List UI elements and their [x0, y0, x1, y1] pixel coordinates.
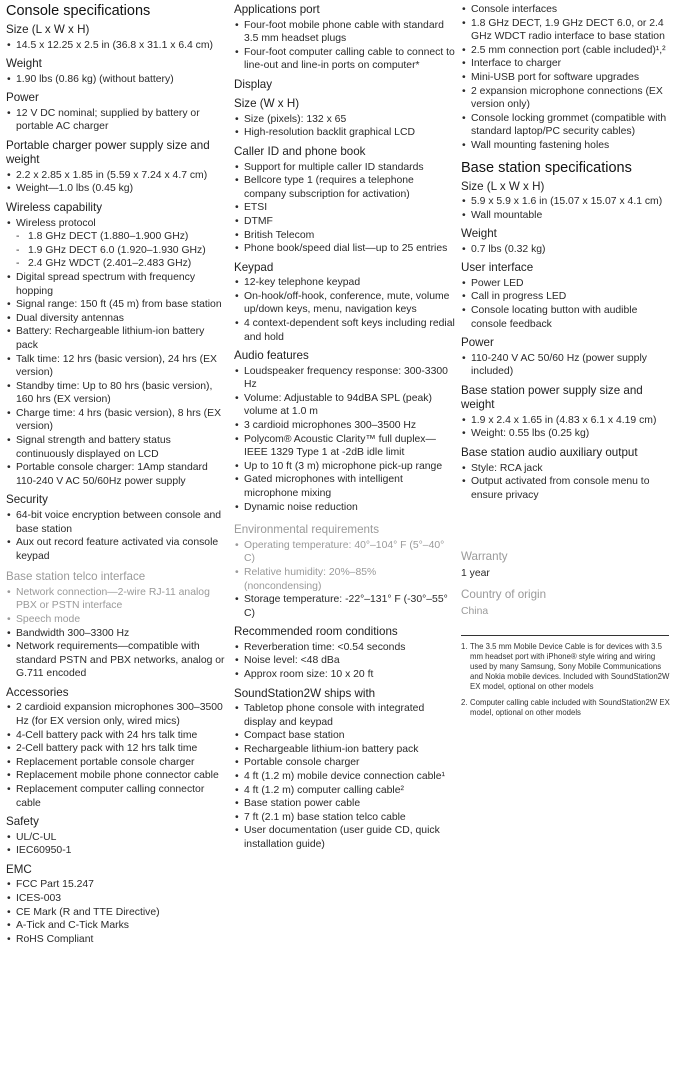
list-item: • Loudspeaker frequency response: 300-3300 Hz: [234, 365, 456, 392]
list-item: • 14.5 x 12.25 x 2.5 in (36.8 x 31.1 x 6.4 cm): [6, 39, 226, 53]
list-item: • 1.8 GHz DECT, 1.9 GHz DECT 6.0, or 2.4 GHz WDCT radio interface to base station: [461, 17, 673, 44]
section-room-conditions: [234, 625, 456, 681]
list-item: • Support for multiple caller ID standards: [234, 161, 456, 175]
list-item: • Size (pixels): 132 x 65: [234, 113, 456, 127]
section-title: Safety: [6, 815, 39, 829]
section-title: Recommended room conditions: [234, 625, 398, 639]
section-ships-with: [234, 687, 456, 852]
list-item: • Wireless protocol: [6, 217, 226, 231]
section-title: Keypad: [234, 260, 274, 274]
list-item: • 5.9 x 5.9 x 1.6 in (15.07 x 15.07 x 4.1 cm): [461, 195, 673, 209]
list-item: • UL/C-UL: [6, 831, 226, 845]
list-item: • Aux out record feature activated via console keypad: [6, 536, 226, 563]
list-item: • Dynamic noise reduction: [234, 501, 456, 515]
section-accessories: [6, 686, 226, 810]
section-display: [234, 78, 456, 93]
section-title: Applications port: [234, 3, 320, 16]
list-item: • 4 ft (1.2 m) computer calling cable²: [234, 784, 456, 798]
section-base-power: [461, 336, 673, 379]
section-title: User interface: [461, 261, 534, 275]
section-title: Security: [6, 493, 48, 507]
section-audio: [234, 349, 456, 514]
section-user-interface: [461, 261, 673, 331]
list-item: • Dual diversity antennas: [6, 312, 226, 326]
list-item: • Four-foot mobile phone cable with standard 3.5 mm headset plugs: [234, 19, 456, 46]
list-item: • Replacement mobile phone connector cable: [6, 769, 226, 783]
section-title: Audio features: [234, 349, 309, 363]
section-title: SoundStation2W ships with: [234, 686, 376, 700]
console-specs-title: Console specifications: [6, 3, 151, 19]
section-applications-port: [234, 3, 456, 73]
footnote-divider: [461, 635, 669, 636]
warranty-title: Warranty: [461, 550, 508, 564]
list-item: • 110-240 V AC 50/60 Hz (power supply included): [461, 352, 673, 379]
list-item: • Up to 10 ft (3 m) microphone pick-up range: [234, 460, 456, 474]
section-title: Base station audio auxiliary output: [461, 446, 638, 460]
list-item: • Phone book/speed dial list—up to 25 entries: [234, 242, 456, 256]
column-console-specs: [6, 0, 226, 946]
list-item: • Digital spread spectrum with frequency hopping: [6, 271, 226, 298]
section-title: Size (L x W x H): [461, 179, 545, 193]
section-security: [6, 493, 226, 563]
list-item: • DTMF: [234, 215, 456, 229]
section-title: Weight: [461, 227, 497, 241]
list-item: • Mini-USB port for software upgrades: [461, 71, 673, 85]
section-title: Base station telco interface: [6, 570, 146, 584]
list-item: • Portable console charger: [234, 756, 456, 770]
section-console-weight: [6, 57, 226, 86]
list-item: • 64-bit voice encryption between console and base station: [6, 509, 226, 536]
section-keypad: [234, 261, 456, 344]
list-item: • High-resolution backlit graphical LCD: [234, 126, 456, 140]
list-subitem: - 1.8 GHz DECT (1.880–1.900 GHz): [6, 230, 226, 244]
footnote: [461, 642, 673, 692]
footnote-text: Computer calling cable included with SoundStation2W EX model, optional on other models: [470, 697, 670, 717]
list-subitem: - 2.4 GHz WDCT (2.401–2.483 GHz): [6, 257, 226, 271]
list-item: • A-Tick and C-Tick Marks: [6, 919, 226, 933]
list-item: • Console locating button with audible console feedback: [461, 304, 673, 331]
list-item: • ICES-003: [6, 892, 226, 906]
section-title: Caller ID and phone book: [234, 145, 366, 159]
list-item: • 2-Cell battery pack with 12 hrs talk time: [6, 742, 226, 756]
list-item: • 4-Cell battery pack with 24 hrs talk time: [6, 729, 226, 743]
list-item: • Battery: Rechargeable lithium-ion battery pack: [6, 325, 226, 352]
list-item: • Reverberation time: <0.54 seconds: [234, 641, 456, 655]
list-item: • 4 ft (1.2 m) mobile device connection cable¹: [234, 770, 456, 784]
section-title: Power: [6, 91, 39, 105]
list-item: • 12 V DC nominal; supplied by battery or portable AC charger: [6, 107, 226, 134]
base-station-specs-title: Base station specifications: [461, 159, 632, 176]
list-item: • Network connection—2-wire RJ-11 analog PBX or PSTN interface: [6, 586, 226, 613]
column-base-station: [461, 0, 673, 724]
list-item: • Speech mode: [6, 613, 226, 627]
list-item: • Power LED: [461, 277, 673, 291]
section-title: Size (W x H): [234, 97, 300, 111]
section-country-origin: [461, 588, 673, 618]
list-item: • 4 context-dependent soft keys including redial and hold: [234, 317, 456, 344]
list-item: • Wall mountable: [461, 209, 673, 223]
list-item: • Gated microphones with intelligent microphone mixing: [234, 473, 456, 500]
list-item: • Operating temperature: 40°–104° F (5°–40° C): [234, 539, 456, 566]
section-environmental: [234, 523, 456, 620]
list-item: • IEC60950-1: [6, 844, 226, 858]
section-display-size: [234, 97, 456, 140]
section-title: Accessories: [6, 685, 69, 699]
section-title: EMC: [6, 862, 32, 876]
list-item: • Compact base station: [234, 729, 456, 743]
list-item: • 1.9 x 2.4 x 1.65 in (4.83 x 6.1 x 4.19 cm): [461, 414, 673, 428]
list-item: • Bandwidth 300–3300 Hz: [6, 627, 226, 641]
section-title: Weight: [6, 57, 42, 71]
list-item: • Portable console charger: 1Amp standard 110-240 V AC 50/60Hz power supply: [6, 461, 226, 488]
section-warranty: [461, 550, 673, 580]
section-title: Portable charger power supply size and weight: [6, 138, 210, 167]
list-item: • Base station power cable: [234, 797, 456, 811]
list-item: • 2.5 mm connection port (cable included)¹,²: [461, 44, 673, 58]
section-charger-size: [6, 139, 226, 196]
list-item: • 2.2 x 2.85 x 1.85 in (5.59 x 7.24 x 4.7 cm): [6, 169, 226, 183]
list-item: • FCC Part 15.247: [6, 878, 226, 892]
list-item: • ETSI: [234, 201, 456, 215]
list-item: • Call in progress LED: [461, 290, 673, 304]
origin-value: China: [461, 605, 489, 617]
list-item: • Rechargeable lithium-ion battery pack: [234, 743, 456, 757]
list-item: • Approx room size: 10 x 20 ft: [234, 668, 456, 682]
list-item: • Talk time: 12 hrs (basic version), 24 hrs (EX version): [6, 353, 226, 380]
list-item: • CE Mark (R and TTE Directive): [6, 906, 226, 920]
section-title: Wireless capability: [6, 201, 102, 215]
list-item: • Signal range: 150 ft (45 m) from base station: [6, 298, 226, 312]
list-item: • Replacement computer calling connector cable: [6, 783, 226, 810]
section-console-power: [6, 91, 226, 134]
section-telco-interface: [6, 570, 226, 681]
section-title: Display: [234, 77, 273, 91]
list-item: • 3 cardioid microphones 300–3500 Hz: [234, 419, 456, 433]
list-item: • RoHS Compliant: [6, 933, 226, 947]
footnote-text: The 3.5 mm Mobile Device Cable is for devices with 3.5 mm headset port with iPhone® style wiring and wiring used by many Samsung, Sony Mobile Communications and Nokia mobile devices. Included with SoundStation2W EX model, optional on other models: [470, 641, 670, 691]
list-item: • Tabletop phone console with integrated display and keypad: [234, 702, 456, 729]
origin-title: Country of origin: [461, 588, 547, 602]
list-item: • 1.90 lbs (0.86 kg) (without battery): [6, 73, 226, 87]
list-item: • Weight: 0.55 lbs (0.25 kg): [461, 427, 673, 441]
list-item: • 2 cardioid expansion microphones 300–3500 Hz (for EX version only, wired mics): [6, 701, 226, 728]
section-title: Environmental requirements: [234, 523, 379, 537]
list-item: • Relative humidity: 20%–85% (noncondensing): [234, 566, 456, 593]
section-caller-id: [234, 145, 456, 256]
list-item: • Console locking grommet (compatible with standard laptop/PC security cables): [461, 112, 673, 139]
list-item: • British Telecom: [234, 229, 456, 243]
list-item: • Wall mounting fastening holes: [461, 139, 673, 153]
list-item: • Standby time: Up to 80 hrs (basic version), 160 hrs (EX version): [6, 380, 226, 407]
list-item: • Volume: Adjustable to 94dBA SPL (peak) volume at 1.0 m: [234, 392, 456, 419]
list-item: • 7 ft (2.1 m) base station telco cable: [234, 811, 456, 825]
footnote: [461, 698, 673, 718]
list-item: • On-hook/off-hook, conference, mute, volume up/down keys, menu, navigation keys: [234, 290, 456, 317]
section-title: Power: [461, 336, 494, 350]
list-subitem: - 1.9 GHz DECT 6.0 (1.920–1.930 GHz): [6, 244, 226, 258]
list-item: • 12-key telephone keypad: [234, 276, 456, 290]
section-emc: [6, 863, 226, 946]
list-item: • Four-foot computer calling cable to connect to line-out and line-in ports on computer*: [234, 46, 456, 73]
section-base-size: [461, 180, 673, 223]
list-item: • Weight—1.0 lbs (0.45 kg): [6, 182, 226, 196]
list-item: • Replacement portable console charger: [6, 756, 226, 770]
list-item: • User documentation (user guide CD, quick installation guide): [234, 824, 456, 851]
list-item: • Style: RCA jack: [461, 462, 673, 476]
list-item: • Interface to charger: [461, 57, 673, 71]
footnote-number: 1.: [461, 641, 468, 651]
section-console-size: [6, 23, 226, 52]
list-item: • 0.7 lbs (0.32 kg): [461, 243, 673, 257]
console-interfaces-list: [461, 3, 673, 153]
list-item: • Bellcore type 1 (requires a telephone company subscription for activation): [234, 174, 456, 201]
column-features: [234, 0, 456, 852]
section-audio-aux-output: [461, 446, 673, 502]
section-wireless: [6, 201, 226, 488]
list-item: • Output activated from console menu to ensure privacy: [461, 475, 673, 502]
section-safety: [6, 815, 226, 858]
section-title: Base station power supply size and weight: [461, 383, 643, 412]
list-item: • Network requirements—compatible with standard PSTN and PBX networks, analog or G.711 encoded: [6, 640, 226, 681]
list-item: • Signal strength and battery status continuously displayed on LCD: [6, 434, 226, 461]
footnote-number: 2.: [461, 697, 468, 707]
list-item: • Console interfaces: [461, 3, 673, 17]
section-base-weight: [461, 227, 673, 256]
list-item: • Charge time: 4 hrs (basic version), 8 hrs (EX version): [6, 407, 226, 434]
list-item: • Noise level: <48 dBa: [234, 654, 456, 668]
list-item: • 2 expansion microphone connections (EX version only): [461, 85, 673, 112]
section-base-power-supply: [461, 384, 673, 441]
list-item: • Polycom® Acoustic Clarity™ full duplex—IEEE 1329 Type 1 at -2dB idle limit: [234, 433, 456, 460]
section-title: Size (L x W x H): [6, 23, 90, 36]
list-item: • Storage temperature: -22°–131° F (-30°–55° C): [234, 593, 456, 620]
warranty-value: 1 year: [461, 567, 490, 579]
